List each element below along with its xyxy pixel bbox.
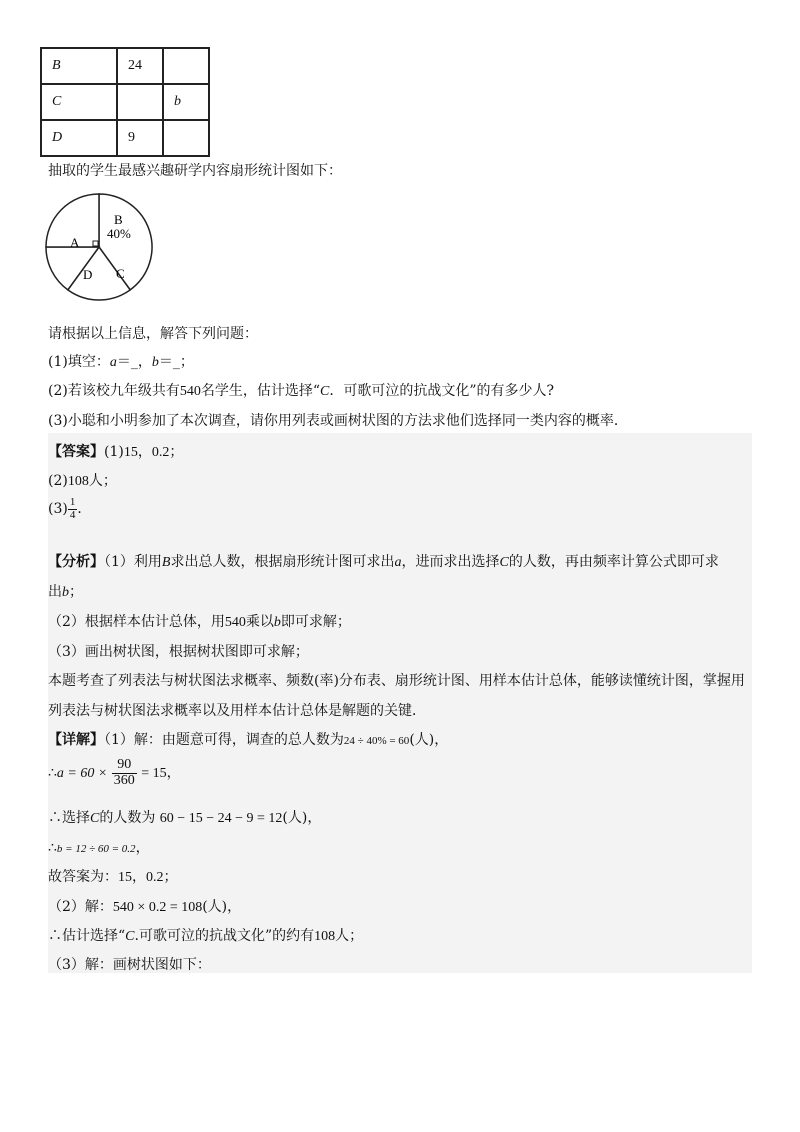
questions-lead: 请根据以上信息，解答下列问题： [48, 326, 258, 342]
pie-label-a: A [70, 235, 80, 250]
category-cell: C [41, 84, 117, 120]
question-2: (2)若该校九年级共有540名学生，估计选择“C．可歌可泣的抗战文化”的有多少人? [48, 383, 555, 399]
detail-line-6: （2）解：540 × 0.2 = 108(人)， [48, 899, 242, 915]
pie-label-b: B [114, 212, 123, 227]
answer-line-1: 【答案】(1)15，0.2； [48, 444, 184, 460]
detail-line-3: ∴选择C的人数为 60 − 15 − 24 − 9 = 12(人)， [48, 810, 322, 826]
analysis-line-5: 本题考查了列表法与树状图法求概率、频数(率)分布表、扇形统计图、用样本估计总体，能够读懂统计图，掌握用 [48, 673, 745, 689]
freq-cell: b [163, 84, 209, 120]
detail-line-7: ∴估计选择“C.可歌可泣的抗战文化”的约有108人； [48, 928, 364, 944]
detail-line-8: （3）解：画树状图如下： [48, 957, 211, 973]
chart-intro: 抽取的学生最感兴趣研学内容扇形统计图如下： [48, 163, 342, 179]
category-cell: D [41, 120, 117, 156]
analysis-line-4: （3）画出树状图，根据树状图即可求解； [48, 644, 309, 660]
freq-cell [163, 120, 209, 156]
detail-line-2: ∴a = 60 × $\frac{90}{360}$ = 15， [48, 757, 181, 788]
answer-line-2: (2)108人； [48, 473, 117, 489]
analysis-line-3: （2）根据样本估计总体，用540乘以b即可求解； [48, 614, 351, 630]
analysis-line-1: 【分析】（1）利用B求出总人数，根据扇形统计图可求出a，进而求出选择C的人数，再由频率计算公式即可求 [48, 554, 719, 570]
detail-line-4: ∴b = 12 ÷ 60 = 0.2， [48, 840, 150, 856]
freq-cell [163, 48, 209, 84]
question-1: (1)填空：a＝_，b＝_； [48, 354, 194, 370]
pie-label-c: C [116, 266, 125, 281]
count-cell [117, 84, 163, 120]
table-row [41, 120, 209, 156]
answer-line-3: (3) $\frac{1}{4}$ ． [48, 496, 92, 521]
detail-line-5: 故答案为：15，0.2； [48, 869, 178, 885]
analysis-line-2: 出b； [48, 584, 83, 600]
question-3: (3)小聪和小明参加了本次调查，请你用列表或画树状图的方法求他们选择同一类内容的概率． [48, 413, 628, 429]
table-row [41, 48, 209, 84]
frequency-table [40, 47, 210, 157]
pie-label-d: D [83, 267, 93, 282]
category-cell: B [41, 48, 117, 84]
detail-line-1: 【详解】（1）解：由题意可得，调查的总人数为24 ÷ 40% = 60(人)， [48, 732, 449, 748]
pie-chart [44, 192, 164, 304]
pie-label-b-pct: 40% [107, 226, 131, 241]
table-row [41, 84, 209, 120]
count-cell: 24 [117, 48, 163, 84]
analysis-line-6: 列表法与树状图法求概率以及用样本估计总体是解题的关键． [48, 703, 426, 719]
count-cell: 9 [117, 120, 163, 156]
